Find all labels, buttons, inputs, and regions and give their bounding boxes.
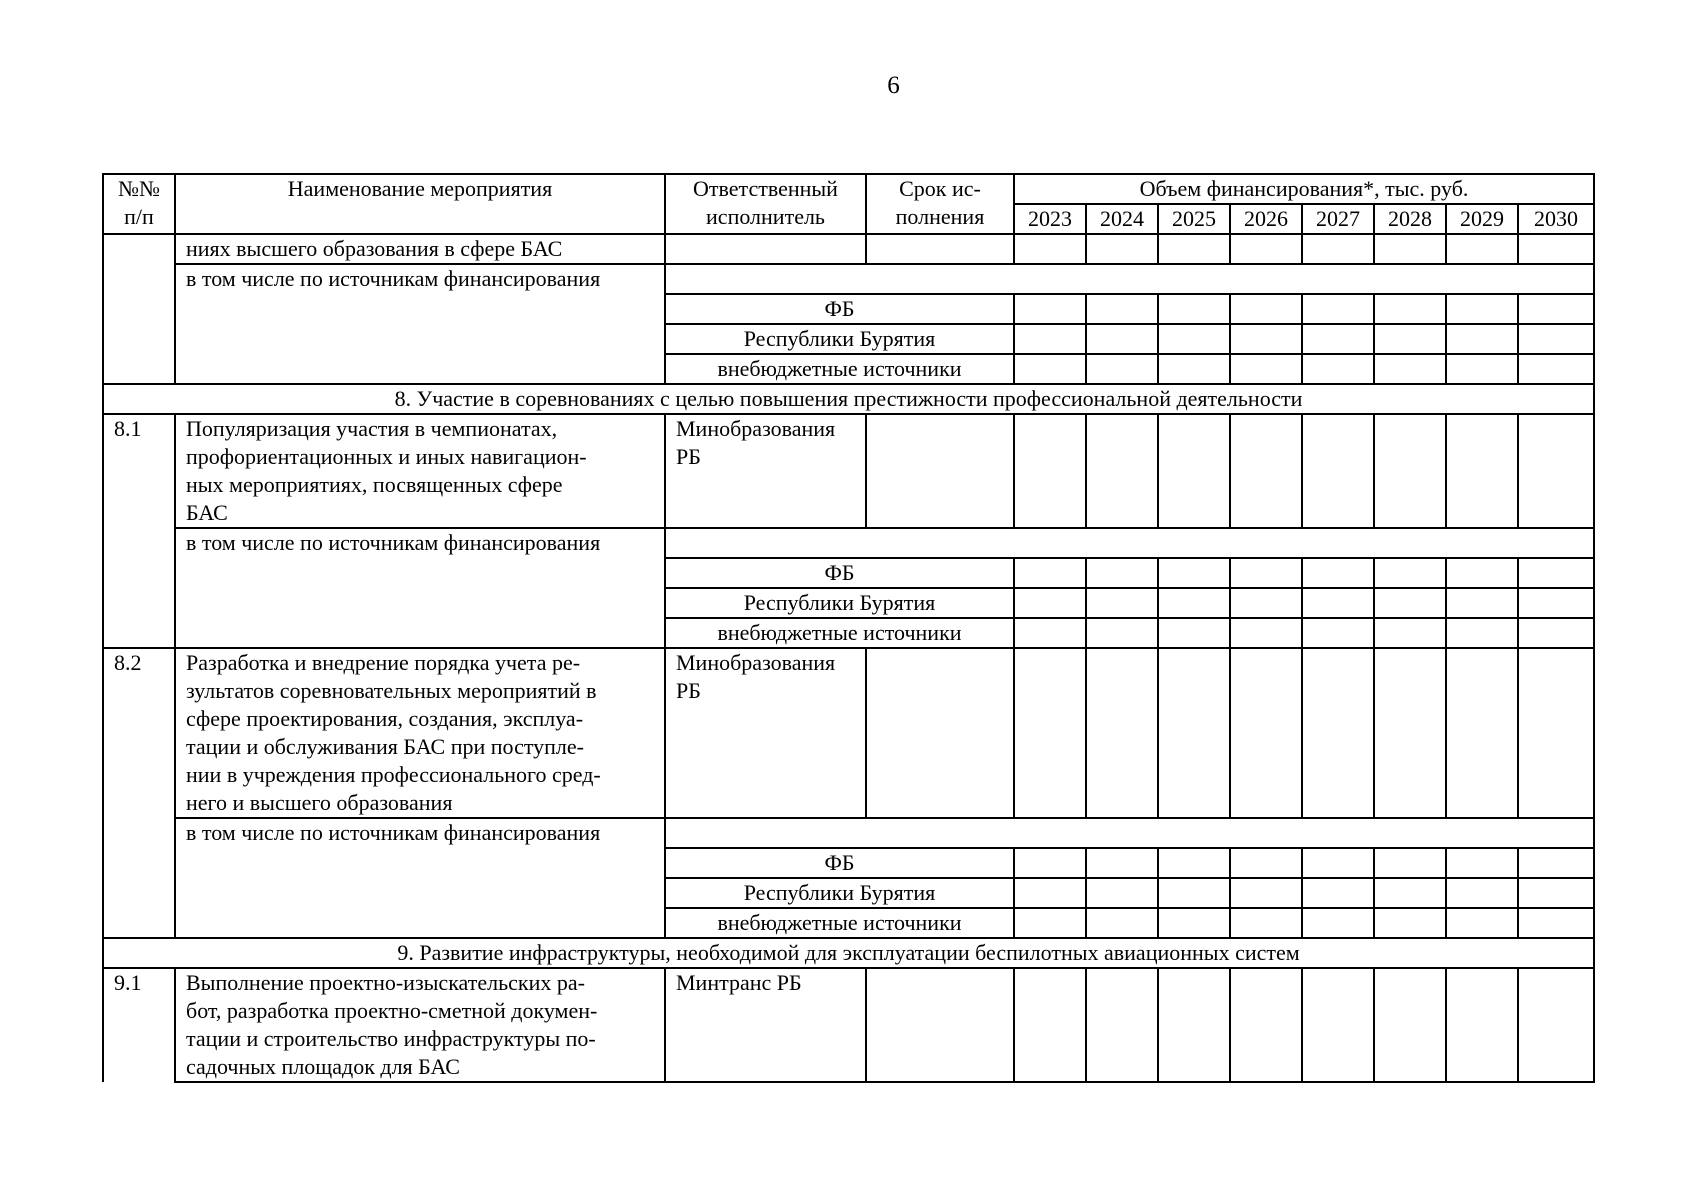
table-row: [103, 968, 1594, 1082]
table-cell: [1302, 648, 1374, 818]
table-cell: [1302, 618, 1374, 648]
source-fb: ФБ: [665, 558, 1014, 588]
table-cell: [1374, 588, 1446, 618]
header-year: 2026: [1230, 204, 1302, 234]
text-line: Минобразования: [676, 416, 836, 441]
table-cell: [1158, 588, 1230, 618]
table-cell: [1302, 414, 1374, 528]
header-num: [103, 174, 175, 234]
table-cell: [1014, 878, 1086, 908]
table-cell: [1158, 354, 1230, 384]
text-line: тации и обслуживания БАС при поступле-: [186, 734, 584, 759]
table-cell: [1086, 908, 1158, 938]
text-line: №№: [118, 176, 160, 201]
text-line: зультатов соревновательных мероприятий в: [186, 678, 597, 703]
table-cell: [1230, 878, 1302, 908]
text-line: тации и строительство инфраструктуры по-: [186, 1026, 596, 1051]
table-cell: [1374, 908, 1446, 938]
table-cell: [1086, 324, 1158, 354]
table-cell: [1446, 588, 1518, 618]
table-cell: [1086, 878, 1158, 908]
source-offbudget: внебюджетные источники: [665, 618, 1014, 648]
table-cell: [1302, 324, 1374, 354]
table-row: [103, 528, 1594, 558]
table-cell: [1086, 648, 1158, 818]
table-cell: [1014, 294, 1086, 324]
section-title: 8. Участие в соревнованиях с целью повышения престижности профессиональной деятельности: [103, 384, 1594, 414]
table-cell: [866, 968, 1014, 1082]
header-term: [866, 174, 1014, 234]
header-responsible: [665, 174, 866, 234]
table-cell: [1518, 324, 1594, 354]
table-cell: [1446, 878, 1518, 908]
table-cell: [1086, 414, 1158, 528]
table-cell: [1446, 294, 1518, 324]
section-row-8: [103, 384, 1594, 414]
text-line: профориентационных и иных навигацион-: [186, 444, 587, 469]
text-line: него и высшего образования: [186, 790, 453, 815]
table-cell: [1446, 234, 1518, 264]
header-year: 2028: [1374, 204, 1446, 234]
table-cell: [1374, 618, 1446, 648]
table-cell: [1014, 414, 1086, 528]
table-cell: [1014, 234, 1086, 264]
table-cell: [1446, 968, 1518, 1082]
header-year: 2024: [1086, 204, 1158, 234]
table-cell: [1230, 558, 1302, 588]
table-cell: [1446, 848, 1518, 878]
item-name: [175, 648, 665, 818]
page-number: 6: [887, 72, 900, 99]
table-cell: [1158, 908, 1230, 938]
table-cell: [1518, 414, 1594, 528]
table-cell: [1014, 324, 1086, 354]
table-cell: [1518, 648, 1594, 818]
text-line: Выполнение проектно-изыскательских ра-: [186, 970, 585, 995]
table-cell: [1302, 294, 1374, 324]
text-line: БАС: [186, 500, 228, 525]
table-cell: [1230, 848, 1302, 878]
table-cell: [1230, 618, 1302, 648]
table-cell: [1158, 968, 1230, 1082]
table-cell: [1374, 968, 1446, 1082]
table-cell: [1230, 648, 1302, 818]
table-cell: [1374, 234, 1446, 264]
text-line: садочных площадок для БАС: [186, 1054, 460, 1079]
table-cell: [1230, 414, 1302, 528]
table-row: [103, 414, 1594, 528]
header-year: 2025: [1158, 204, 1230, 234]
source-fb: ФБ: [665, 294, 1014, 324]
table-row: [103, 234, 1594, 264]
table-cell: [1518, 618, 1594, 648]
table-cell: [1014, 648, 1086, 818]
num-cell-empty: [103, 234, 175, 384]
text-line: сфере проектирования, создания, эксплуа-: [186, 706, 584, 731]
text-line: Разработка и внедрение порядка учета ре-: [186, 650, 581, 675]
table-cell: [1086, 618, 1158, 648]
table-cell: [1158, 878, 1230, 908]
table-cell: [665, 264, 1594, 294]
table-cell: [1446, 908, 1518, 938]
table-cell: [866, 414, 1014, 528]
header-year: 2027: [1302, 204, 1374, 234]
funding-plan-table: [102, 173, 1595, 1083]
item-responsible: [665, 648, 866, 818]
table-cell: [1086, 588, 1158, 618]
table-cell: [1518, 294, 1594, 324]
table-cell: [1014, 354, 1086, 384]
table-cell: [1158, 618, 1230, 648]
table-cell: [1518, 588, 1594, 618]
table-cell: [1446, 648, 1518, 818]
item-number: 9.1: [103, 968, 175, 1082]
table-cell: [1302, 878, 1374, 908]
table-row: [103, 648, 1594, 818]
table-cell: [1374, 848, 1446, 878]
text-line: Минтранс РБ: [676, 970, 802, 995]
text-line: Минобразования: [676, 650, 836, 675]
table-cell: [1518, 558, 1594, 588]
table-cell: [1518, 234, 1594, 264]
table-cell: [1446, 324, 1518, 354]
text-line: Срок ис-: [899, 176, 981, 201]
table-cell: [1014, 558, 1086, 588]
table-cell: [1014, 618, 1086, 648]
table-cell: [1374, 558, 1446, 588]
table-cell: [1230, 354, 1302, 384]
source-rb: Республики Бурятия: [665, 878, 1014, 908]
table-cell: [1446, 618, 1518, 648]
text-line: бот, разработка проектно-сметной докумен-: [186, 998, 598, 1023]
table-cell: [1302, 848, 1374, 878]
table-cell: [1230, 324, 1302, 354]
item-number: 8.1: [103, 414, 175, 648]
text-line: п/п: [124, 204, 154, 229]
item-name: [175, 414, 665, 528]
text-line: ных мероприятиях, посвященных сфере: [186, 472, 563, 497]
table-cell: [1230, 968, 1302, 1082]
table-cell: [1446, 354, 1518, 384]
table-cell: [1446, 558, 1518, 588]
table-cell: [1302, 558, 1374, 588]
table-cell: [1302, 354, 1374, 384]
text-line: РБ: [676, 444, 701, 469]
table-cell: [1374, 294, 1446, 324]
table-cell: [1014, 848, 1086, 878]
table-cell: [1086, 234, 1158, 264]
table-cell: [1158, 324, 1230, 354]
header-year: 2029: [1446, 204, 1518, 234]
table-cell: [1158, 234, 1230, 264]
table-cell: [1230, 588, 1302, 618]
table-cell: [1014, 908, 1086, 938]
text-line: полнения: [895, 204, 985, 229]
table-cell: [1086, 354, 1158, 384]
table-cell: [1374, 878, 1446, 908]
table-cell: [1086, 294, 1158, 324]
table-cell: [1158, 294, 1230, 324]
table-cell: [1158, 848, 1230, 878]
section-row-9: [103, 938, 1594, 968]
text-line: Ответственный: [693, 176, 838, 201]
table-cell: [1230, 294, 1302, 324]
table-cell: [866, 234, 1014, 264]
table-cell: [1302, 234, 1374, 264]
table-cell: [1014, 968, 1086, 1082]
table-cell: [1302, 968, 1374, 1082]
table-cell: [665, 528, 1594, 558]
source-offbudget: внебюджетные источники: [665, 908, 1014, 938]
item-responsible: [665, 414, 866, 528]
header-name: Наименование мероприятия: [175, 174, 665, 234]
table-cell: [1230, 234, 1302, 264]
table-cell: [1158, 648, 1230, 818]
table-cell: [1518, 878, 1594, 908]
text-line: нии в учреждения профессионального сред-: [186, 762, 601, 787]
source-rb: Республики Бурятия: [665, 324, 1014, 354]
text-line: РБ: [676, 678, 701, 703]
item-responsible: [665, 968, 866, 1082]
table-cell: [1374, 414, 1446, 528]
item-number: 8.2: [103, 648, 175, 938]
incl-sources-label: в том числе по источникам финансирования: [175, 818, 665, 938]
table-cell: [1374, 354, 1446, 384]
table-cell: [1518, 354, 1594, 384]
table-cell: [1518, 908, 1594, 938]
continued-item-name: ниях высшего образования в сфере БАС: [175, 234, 665, 264]
table-row: [103, 818, 1594, 848]
table-row: [103, 264, 1594, 294]
table-cell: [1374, 648, 1446, 818]
table-cell: [1158, 414, 1230, 528]
table-cell: [1302, 908, 1374, 938]
text-line: исполнитель: [706, 204, 825, 229]
table-cell: [1446, 414, 1518, 528]
table-header-row-1: [103, 174, 1594, 204]
section-title: 9. Развитие инфраструктуры, необходимой для эксплуатации беспилотных авиационных систем: [103, 938, 1594, 968]
source-fb: ФБ: [665, 848, 1014, 878]
text-line: Популяризация участия в чемпионатах,: [186, 416, 558, 441]
item-name: [175, 968, 665, 1082]
incl-sources-label: в том числе по источникам финансирования: [175, 528, 665, 648]
table-cell: [866, 648, 1014, 818]
header-year: 2023: [1014, 204, 1086, 234]
incl-sources-label: в том числе по источникам финансирования: [175, 264, 665, 384]
table-cell: [665, 234, 866, 264]
header-year: 2030: [1518, 204, 1594, 234]
table-cell: [1014, 588, 1086, 618]
table-cell: [665, 818, 1594, 848]
table-cell: [1302, 588, 1374, 618]
table-cell: [1086, 558, 1158, 588]
table-cell: [1374, 324, 1446, 354]
table-cell: [1518, 848, 1594, 878]
table-cell: [1158, 558, 1230, 588]
source-offbudget: внебюджетные источники: [665, 354, 1014, 384]
table-cell: [1086, 968, 1158, 1082]
table-cell: [1086, 848, 1158, 878]
header-funding: Объем финансирования*, тыс. руб.: [1014, 174, 1594, 204]
table-cell: [1230, 908, 1302, 938]
table-cell: [1518, 968, 1594, 1082]
source-rb: Республики Бурятия: [665, 588, 1014, 618]
